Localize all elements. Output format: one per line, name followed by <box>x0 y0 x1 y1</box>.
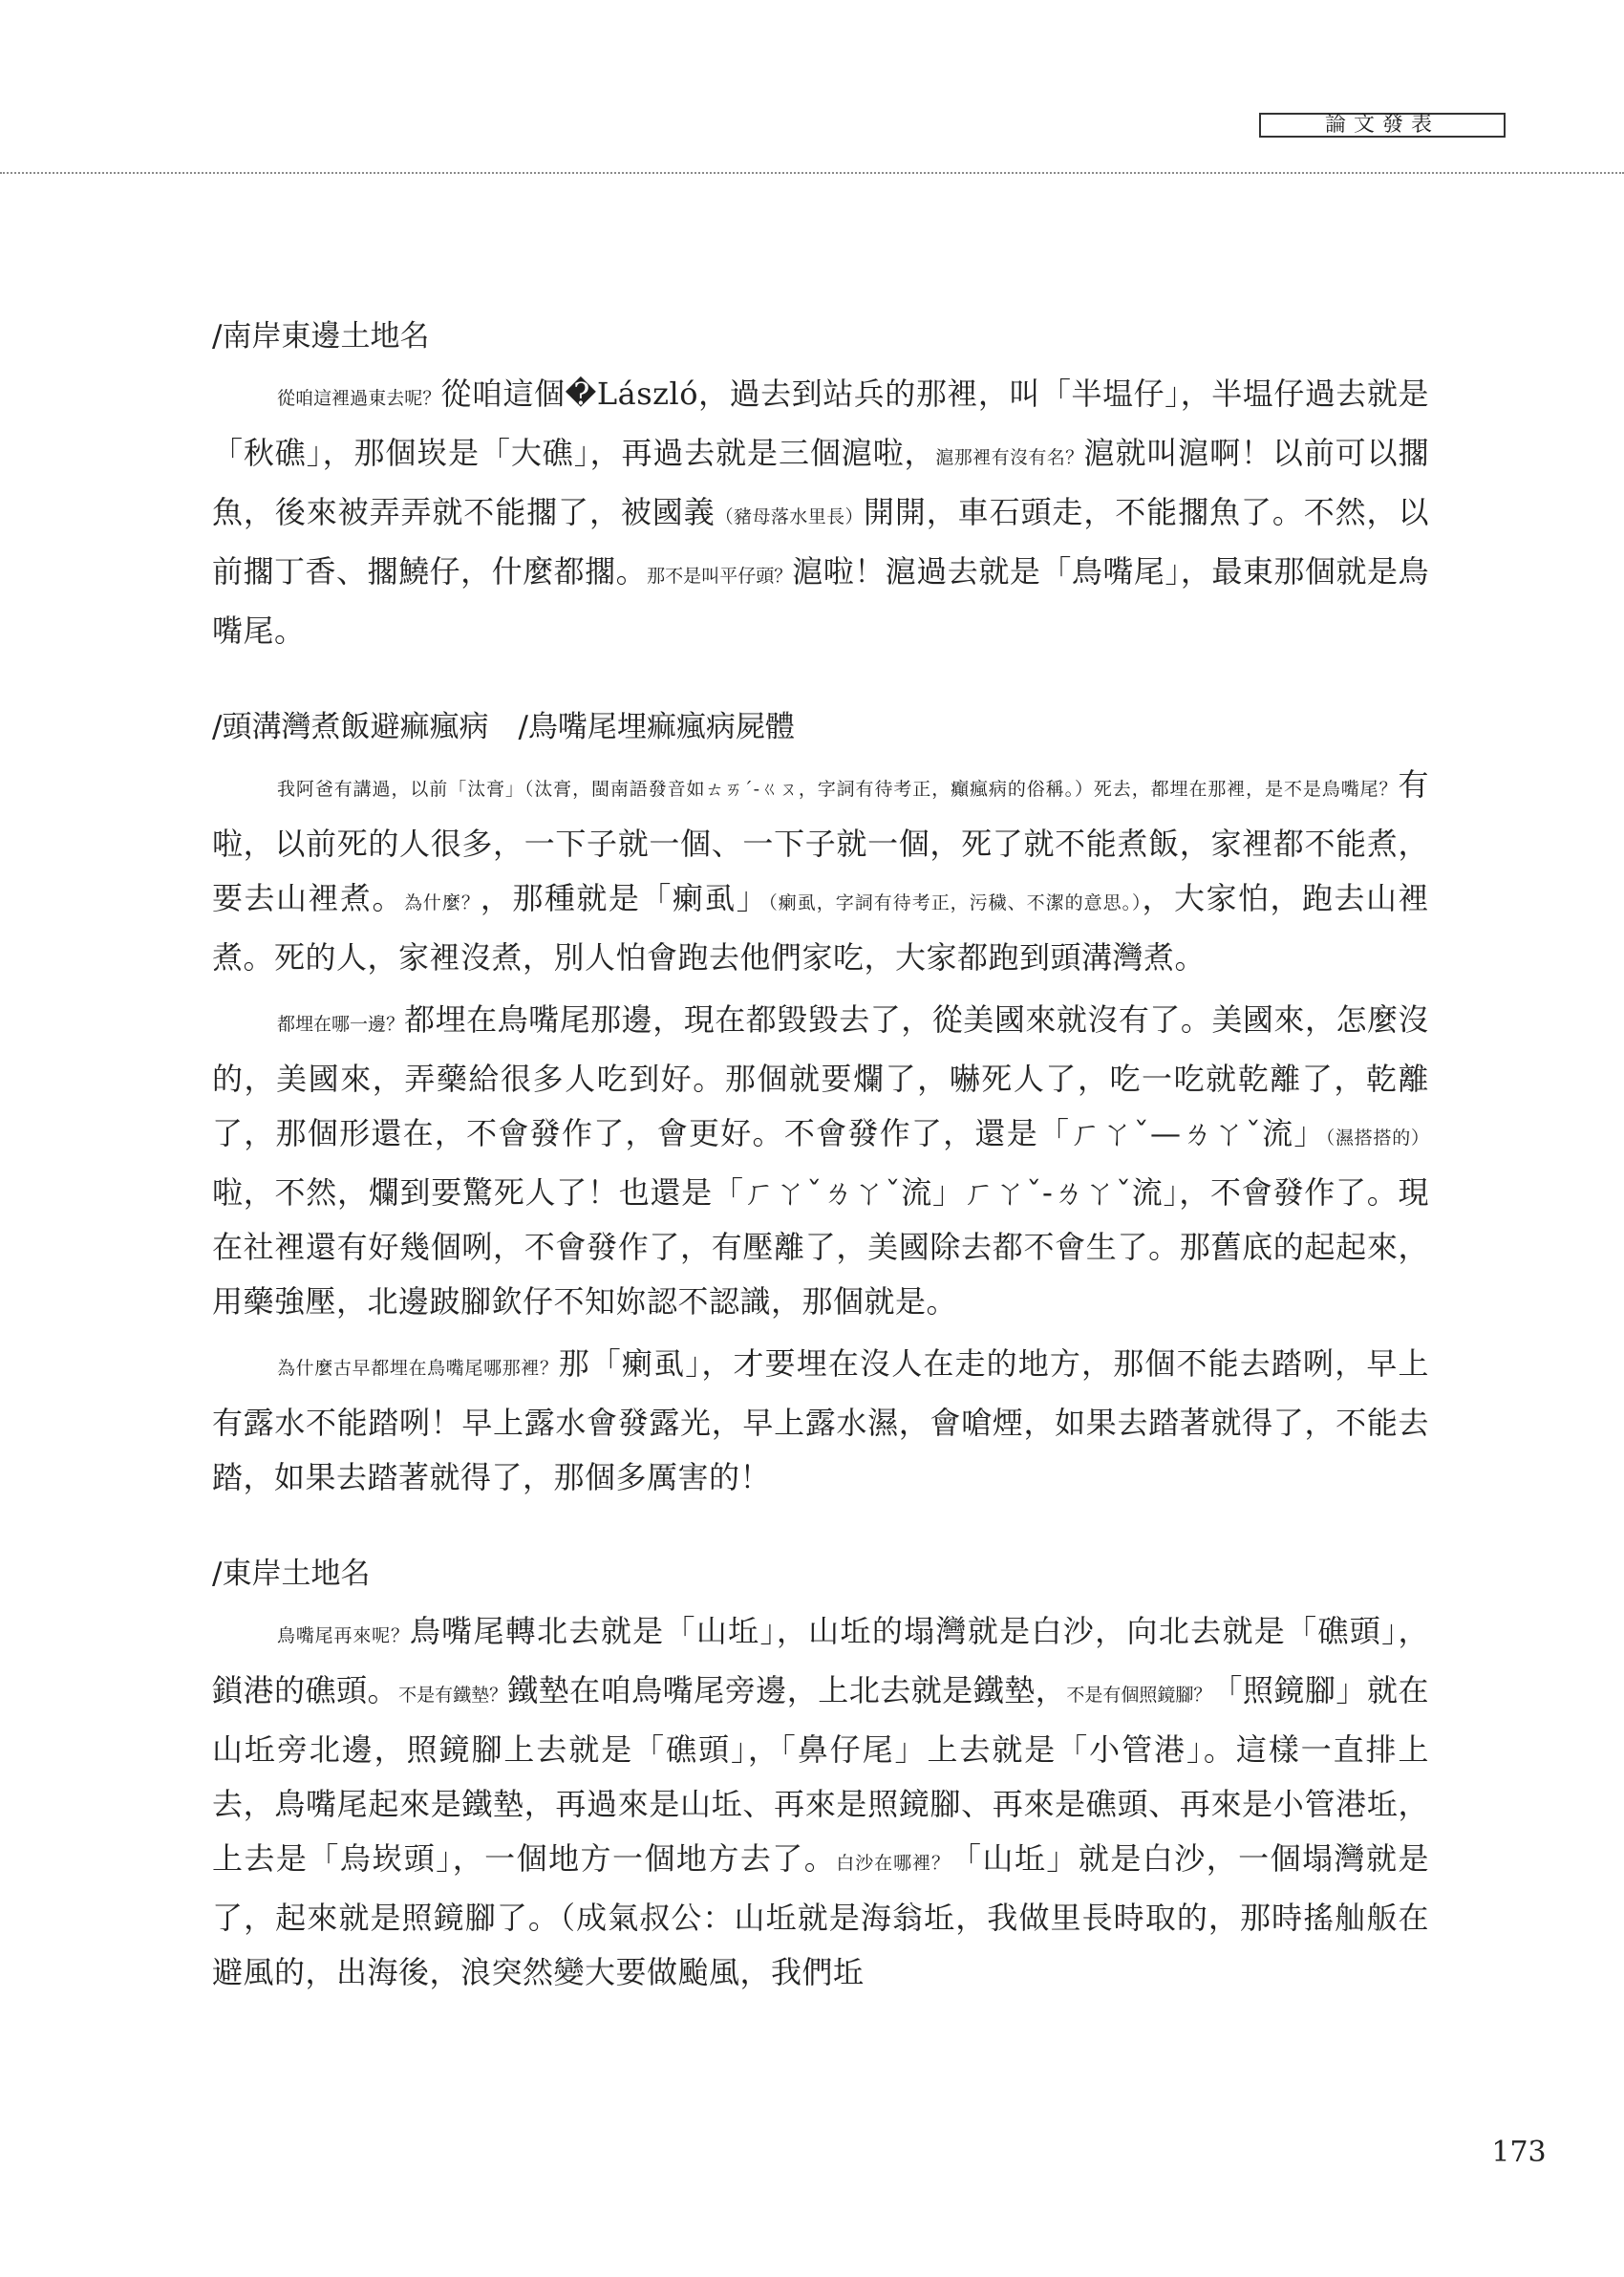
answer-text: ，那種就是「瘌虱」 <box>480 880 769 916</box>
page-number: 173 <box>1491 2136 1547 2169</box>
section-east-coast-place-names <box>212 1553 1429 2000</box>
answer-text: 「照鏡腳」就在山坵旁北邊，照鏡腳上去就是「礁頭」，「鼻仔尾」上去就是「小管港」。這樣一直排上去，鳥嘴尾起來是鐵墊，再過來是山坵、再來是照鏡腳、再來是礁頭、再來是小管港坵，上去是「烏崁頭」，一個地方一個地方去了。 <box>212 1672 1429 1877</box>
paragraph <box>212 1604 1429 2000</box>
section-title: /南岸東邊土地名 <box>212 319 430 354</box>
answer-text: 開開，車石頭走，不能擱魚了。不然，以前擱丁香、擱鱙仔，什麼都擱。 <box>212 494 1429 590</box>
answer-text: 鳥嘴尾轉北去就是「山坵」，山坵的塌灣就是白沙，向北去就是「礁頭」，鎖港的礁頭。 <box>212 1613 1429 1708</box>
interviewer-statement: 我阿爸有講過，以前「汰膏」（汰膏，閩南語發音如ㄊㄞˊ-ㄍㄡ，字詞有待考正，癲瘋病的俗稱。）死去，都埋在那裡，是不是鳥嘴尾？ <box>277 779 1399 800</box>
interviewer-question: 白沙在哪裡？ <box>836 1853 951 1874</box>
answer-text: 那「瘌虱」，才要埋在沒人在走的地方，那個不能去踏咧，早上有露水不能踏咧！早上露水會發露光，早上露水濕，會嗆煙，如果去踏著就得了，不能去踏，如果去踏著就得了，那個多厲害的！ <box>212 1345 1429 1495</box>
interviewer-question: 為什麼古早都埋在鳥嘴尾哪那裡？ <box>277 1358 559 1379</box>
section-header-label: 論文發表 <box>1259 113 1506 138</box>
answer-text: 滬就叫滬啊！以前可以擱魚，後來被弄弄就不能擱了，被國義 <box>212 435 1429 530</box>
interviewer-question: 從咱這裡過東去呢？ <box>277 388 441 409</box>
interviewer-question: 為什麼？ <box>403 892 481 913</box>
paragraph <box>212 758 1429 985</box>
interviewer-question: 不是有鐵墊？ <box>398 1685 508 1706</box>
answer-text: 滬啦！滬過去就是「鳥嘴尾」，最東那個就是鳥嘴尾。 <box>212 553 1429 649</box>
answer-text: 啦，不然，爛到要驚死人了！也還是「ㄏㄚˇㄌㄚˇ流」ㄏㄚˇ-ㄌㄚˇ流」，不會發作了。現在社裡還有好幾個咧，不會發作了，有壓離了，美國除去都不會生了。那舊底的起起來，用藥強壓，北邊跛腳欽仔不知妳認不認識，那個就是。 <box>212 1174 1429 1320</box>
answer-text: 從咱這個�László，過去到站兵的那裡，叫「半塭仔」，半塭仔過去就是「秋礁」，那個崁是「大礁」，再過去就是三個滬啦， <box>212 376 1429 471</box>
interviewer-question: 鳥嘴尾再來呢？ <box>277 1625 410 1646</box>
paragraph <box>212 1337 1429 1505</box>
inline-note: （瘌虱，字詞有待考正，污穢、不潔的意思。） <box>768 892 1143 913</box>
answer-text: ，大家怕，跑去山裡煮。死的人，家裡沒煮，別人怕會跑去他們家吃，大家都跑到頭溝灣煮。 <box>212 880 1429 976</box>
answer-text: 「山坵」就是白沙，一個塌灣就是了，起來就是照鏡腳了。（成氣叔公：山坵就是海翁坵，我做里長時取的，那時搖舢舨在避風的，出海後，浪突然變大要做颱風，我們坵 <box>212 1840 1429 1990</box>
inline-note: （濕搭搭的） <box>1325 1128 1429 1149</box>
answer-text: 有啦，以前死的人很多，一下子就一個、一下子就一個，死了就不能煮飯，家裡都不能煮，要去山裡煮。 <box>212 766 1429 916</box>
paragraph <box>212 367 1429 658</box>
interviewer-question: 都埋在哪一邊？ <box>277 1014 405 1035</box>
section-leprosy <box>212 706 1429 1505</box>
paragraph <box>212 993 1429 1329</box>
interviewer-question: 那不是叫平仔頭？ <box>647 566 793 587</box>
interviewer-question: 不是有個照鏡腳？ <box>1066 1685 1212 1706</box>
answer-text: 鐵墊在咱鳥嘴尾旁邊，上北去就是鐵墊， <box>507 1672 1067 1708</box>
section-south-east-place-names <box>212 315 1429 658</box>
section-title: /頭溝灣煮飯避痲瘋病 /鳥嘴尾埋痲瘋病屍體 <box>212 710 795 744</box>
section-title: /東岸土地名 <box>212 1557 371 1591</box>
inline-note: （豬母落水里長） <box>715 506 864 527</box>
answer-text: 都埋在鳥嘴尾那邊，現在都毀毀去了，從美國來就沒有了。美國來，怎麼沒的，美國來，弄藥給很多人吃到好。那個就要爛了，嚇死人了，吃一吃就乾離了，乾離了，那個形還在，不會發作了，會更好。不會發作了，還是「ㄏㄚˇ—ㄌㄚˇ流」 <box>212 1001 1429 1151</box>
interviewer-question: 滬那裡有沒有名？ <box>935 447 1084 468</box>
header-divider <box>0 172 1624 174</box>
article-body <box>212 315 1429 2048</box>
